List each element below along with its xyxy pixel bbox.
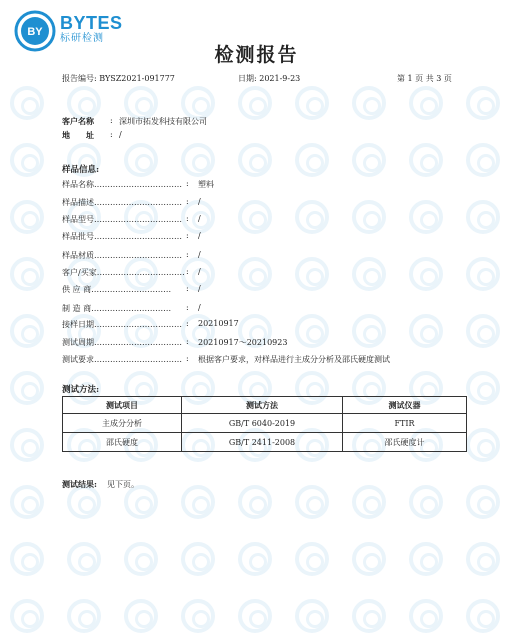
watermark-logo (10, 542, 44, 576)
watermark-logo (466, 200, 500, 234)
watermark-logo (10, 485, 44, 519)
sample-field-label: 接样日期…………………………… (62, 320, 182, 329)
sample-field-value: / (198, 284, 201, 293)
watermark-logo (409, 86, 443, 120)
sample-field-colon: : (186, 214, 189, 223)
sample-field-colon: : (186, 354, 189, 363)
brand-name: BYTES (60, 13, 123, 33)
sample-field-colon: : (186, 231, 189, 240)
watermark-logo (295, 86, 329, 120)
watermark-logo (352, 485, 386, 519)
watermark-logo (10, 599, 44, 633)
sample-field-label: 测试要求…………………………… (62, 355, 182, 364)
sample-field-value: 20210917 (198, 319, 239, 328)
watermark-logo (67, 542, 101, 576)
sample-field-label: 样品材质…………………………… (62, 251, 182, 260)
watermark-logo (409, 143, 443, 177)
watermark-logo (295, 314, 329, 348)
test-methods-heading: 测试方法: (62, 385, 100, 395)
report-number: 报告编号: BYSZ2021-091777 (62, 74, 175, 83)
sample-field-label: 样品型号…………………………… (62, 215, 182, 224)
table-cell: GB/T 6040-2019 (182, 414, 343, 433)
watermark-logo (10, 86, 44, 120)
watermark-logo (466, 143, 500, 177)
watermark-logo (124, 143, 158, 177)
watermark-logo (466, 542, 500, 576)
watermark-logo (466, 485, 500, 519)
sample-field-value: / (198, 250, 201, 259)
col-header-method: 测试方法 (182, 397, 343, 414)
watermark-logo (295, 143, 329, 177)
watermark-logo (10, 371, 44, 405)
watermark-logo (295, 542, 329, 576)
report-date: 日期: 2021-9-23 (238, 74, 301, 83)
sample-field-value: 根据客户要求，对样品进行主成分分析及邵氏硬度测试 (198, 355, 390, 364)
sample-field-colon: : (186, 250, 189, 259)
sample-field-colon: : (186, 267, 189, 276)
watermark-logo (352, 143, 386, 177)
table-header-row (63, 397, 467, 414)
watermark-logo (10, 257, 44, 291)
client-name-colon: : (110, 116, 113, 125)
watermark-logo (124, 599, 158, 633)
watermark-logo (409, 314, 443, 348)
watermark-logo (67, 485, 101, 519)
watermark-logo (181, 542, 215, 576)
watermark-logo (295, 257, 329, 291)
watermark-logo (67, 86, 101, 120)
sample-field-value: / (198, 267, 201, 276)
watermark-logo (181, 599, 215, 633)
sample-field-value: / (198, 197, 201, 206)
sample-field-label: 样品描述…………………………… (62, 198, 182, 207)
watermark-logo (352, 314, 386, 348)
sample-field-label: 制 造 商………………………… (62, 304, 172, 313)
watermark-logo (238, 599, 272, 633)
table-cell: 主成分分析 (63, 414, 182, 433)
watermark-logo (238, 257, 272, 291)
sample-field-colon: : (186, 319, 189, 328)
watermark-logo (466, 314, 500, 348)
watermark-logo (124, 485, 158, 519)
watermark-logo (238, 542, 272, 576)
client-name-label: 客户名称 (62, 116, 94, 126)
test-result-label: 测试结果: (62, 479, 97, 489)
sample-field-value: 20210917～20210923 (198, 338, 288, 347)
watermark-logo (238, 86, 272, 120)
watermark-logo (409, 257, 443, 291)
test-result-value: 见下页。 (107, 480, 139, 489)
table-cell: 邵氏硬度 (63, 433, 182, 452)
watermark-logo (238, 485, 272, 519)
sample-field-label: 客户/买家…………………………… (62, 268, 185, 277)
watermark-logo (295, 599, 329, 633)
sample-field-label: 测试周期…………………………… (62, 338, 182, 347)
sample-field-value: / (198, 231, 201, 240)
watermark-logo (466, 86, 500, 120)
client-name-value: 深圳市拓发科技有限公司 (119, 117, 207, 126)
watermark-logo (124, 542, 158, 576)
watermark-logo (238, 200, 272, 234)
watermark-logo (10, 143, 44, 177)
test-methods-table (62, 396, 467, 452)
watermark-logo (10, 314, 44, 348)
watermark-logo (466, 599, 500, 633)
table-row (63, 433, 467, 452)
sample-field-colon: : (186, 197, 189, 206)
sample-field-colon: : (186, 284, 189, 293)
watermark-logo (181, 485, 215, 519)
table-cell: 邵氏硬度计 (343, 433, 467, 452)
sample-field-value: 塑料 (198, 180, 214, 189)
table-cell: FTIR (343, 414, 467, 433)
watermark-logo (466, 428, 500, 462)
watermark-logo (409, 599, 443, 633)
client-address-label: 地 址 (62, 130, 94, 140)
watermark-logo (409, 200, 443, 234)
watermark-logo (352, 599, 386, 633)
brand-name-cn: 标研检测 (60, 33, 104, 44)
page-title: 检测报告 (214, 44, 299, 66)
watermark-logo (352, 542, 386, 576)
watermark-logo (352, 86, 386, 120)
watermark-logo (352, 200, 386, 234)
client-address-value: / (119, 130, 122, 139)
sample-field-colon: : (186, 179, 189, 188)
page-indicator: 第 1 页 共 3 页 (397, 74, 452, 83)
client-address-colon: : (110, 130, 113, 139)
watermark-logo (409, 542, 443, 576)
watermark-logo (10, 200, 44, 234)
watermark-logo (295, 200, 329, 234)
watermark-logo (295, 485, 329, 519)
sample-field-value: / (198, 303, 201, 312)
sample-info-heading: 样品信息: (62, 165, 100, 175)
sample-field-value: / (198, 214, 201, 223)
logo-monogram: BY (27, 26, 43, 38)
col-header-instrument: 测试仪器 (343, 397, 467, 414)
watermark-logo (67, 599, 101, 633)
watermark-logo (10, 428, 44, 462)
watermark-logo (181, 86, 215, 120)
watermark-logo (466, 257, 500, 291)
watermark-logo (238, 143, 272, 177)
col-header-item: 测试项目 (63, 397, 182, 414)
sample-field-colon: : (186, 337, 189, 346)
watermark-logo (124, 86, 158, 120)
watermark-logo (409, 485, 443, 519)
sample-field-colon: : (186, 303, 189, 312)
sample-field-label: 供 应 商………………………… (62, 285, 172, 294)
table-row (63, 414, 467, 433)
sample-field-label: 样品名称…………………………… (62, 180, 182, 189)
watermark-logo (466, 371, 500, 405)
watermark-logo (352, 257, 386, 291)
sample-field-label: 样品批号…………………………… (62, 232, 182, 241)
table-cell: GB/T 2411-2008 (182, 433, 343, 452)
watermark-logo (181, 143, 215, 177)
